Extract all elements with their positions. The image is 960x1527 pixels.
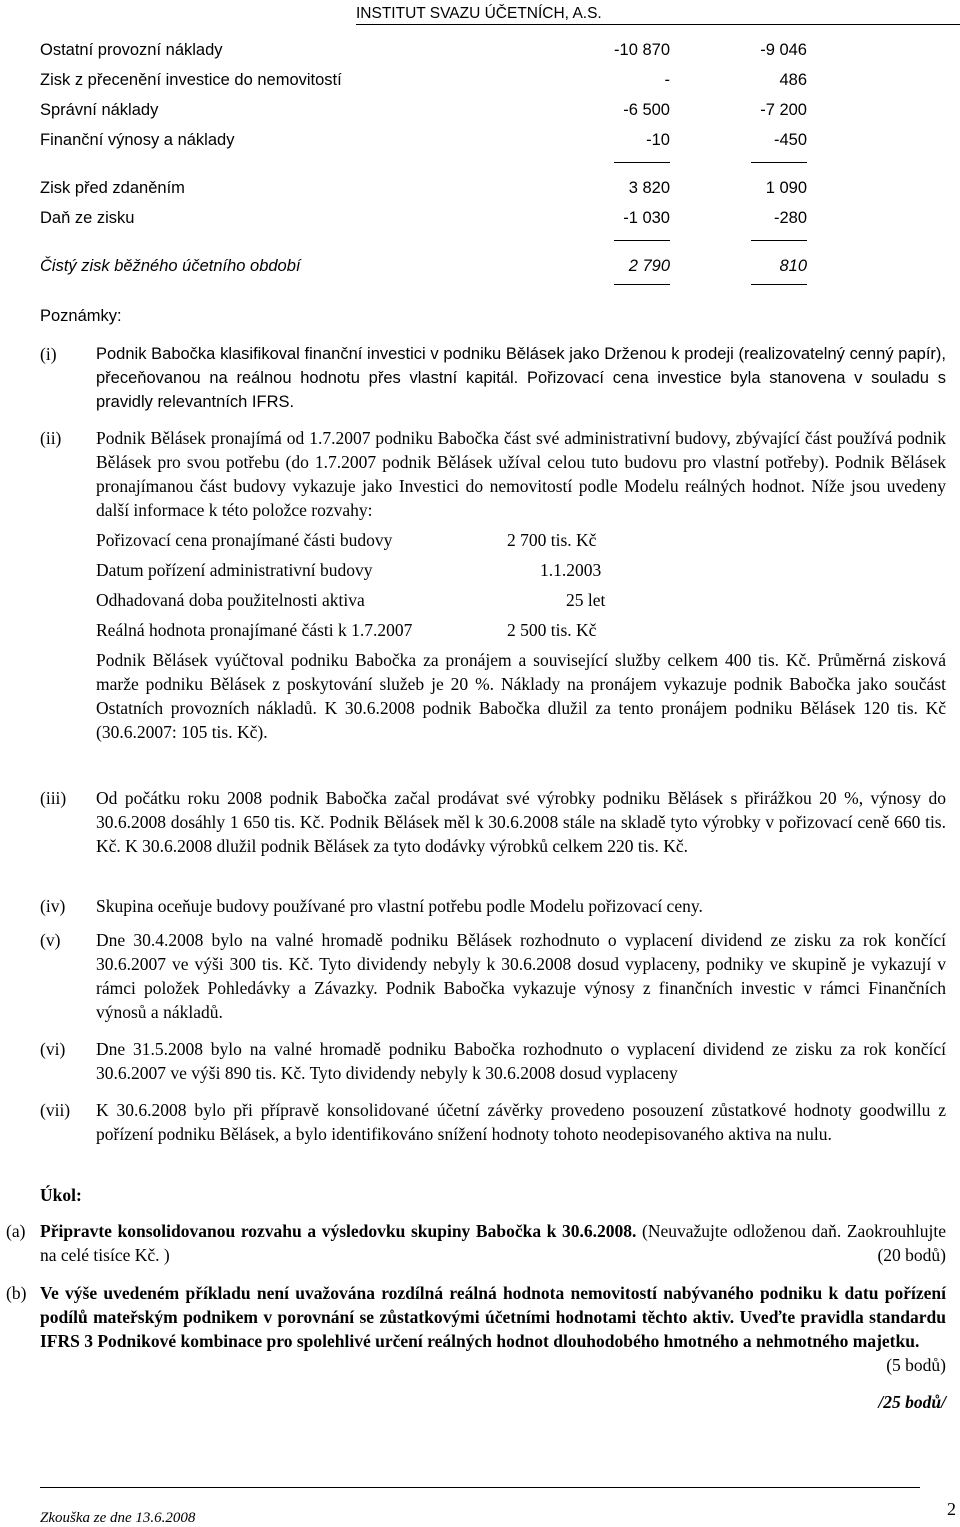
total-points: /25 bodů/ — [878, 1392, 946, 1412]
footer-rule — [40, 1487, 920, 1488]
table-row: Správní náklady -6 500 -7 200 — [40, 101, 807, 119]
task-b: (b) Ve výše uvedeném příkladu není uvažována rozdílná reálná hodnota nemovitostí nabývaného podniku k datu pořízení podílů mateřským podnikem v porovnání se zůstatkovými účetními hodnotami těchto aktiv. Uveďte pravidla standardu IFRS 3 Podnikové kombinace pro spolehlivé určení reálných hodnot dlouhodobého hmotného a nehmotného majetku. (5 bodů) — [6, 1283, 946, 1375]
total-rule — [40, 284, 820, 302]
list-item: Pořizovací cena pronajímané části budovy 2 700 tis. Kč — [96, 530, 597, 550]
rule-line — [751, 162, 807, 163]
note-vii: (vii) K 30.6.2008 bylo při přípravě konsolidované účetní závěrky provedeno posouzení zůstatkové hodnoty goodwillu z pořízení podniku Bělásek, a bylo identifikováno snížení hodnoty tohoto neodepisovaného aktiva na nulu. — [40, 1100, 946, 1144]
table-row: Daň ze zisku -1 030 -280 — [40, 209, 807, 227]
income-statement — [40, 38, 820, 302]
list-item: Datum pořízení administrativní budovy 1.1.2003 — [96, 560, 602, 580]
note-iii: (iii) Od počátku roku 2008 podnik Babočka začal prodávat své výrobky podniku Bělásek s přirážkou 20 %, výnosy do 30.6.2008 dosáhly 1 650 tis. Kč. Podnik Bělásek měl k 30.6.2008 stále na skladě tyto výrobky v pořizovací ceně 660 tis. Kč. K 30.6.2008 dlužil podnik Bělásek za tyto dodávky výrobků celkem 220 tis. Kč. — [40, 788, 946, 856]
table-row: Finanční výnosy a náklady -10 -450 — [40, 131, 807, 149]
subtotal-rule — [40, 158, 820, 176]
note-i: (i) Podnik Babočka klasifikoval finanční investici v podniku Bělásek jako Drženou k prodeji (realizovatelný cenný papír), přeceňovanou na reálnou hodnotu přes vlastní kapitál. Pořizovací cena investice byla stanovena v souladu s pravidly relevantních IFRS. — [40, 344, 946, 411]
list-item: Reálná hodnota pronajímané části k 1.7.2007 2 500 tis. Kč — [96, 620, 597, 640]
notes-title: Poznámky: — [40, 307, 122, 325]
table-row: Ostatní provozní náklady -10 870 -9 046 — [40, 41, 807, 59]
page-number: 2 — [947, 1499, 956, 1519]
note-ii: (ii) Podnik Bělásek pronajímá od 1.7.2007 podniku Babočka část své administrativní budovy, zbývající část používá podnik Bělásek pro svou potřebu (do 1.7.2007 podnik Bělásek užíval celou tuto budovu pro vlastní potřeby). Podnik Bělásek pronajímanou část budovy vykazuje jako Investici do nemovitostí podle Modelu reálných hodnot. Níže jsou uvedeny další informace k této položce rozvahy: Pořizovací cena pronajímané části budovy 2 700 tis. Kč Datum pořízení administrativní budovy 1.1.2003 Odhadovaná doba použitelnosti aktiva 25 let Reálná hodnota pronajímané části k 1.7.2007 2 500 tis. Kč Podnik Bělásek vyúčtoval podniku Babočka za pronájem a související služby celkem 400 tis. Kč. Průměrná zisková marže podniku Bělásek z poskytování služeb je 20 %. Náklady na pronájem vykazuje podnik Babočka jako součást Ostatních provozních nákladů. K 30.6.2008 podnik Babočka dlužil za tento pronájem podniku Bělásek 120 tis. Kč (30.6.2007: 105 tis. Kč). — [40, 428, 946, 742]
list-item: Odhadovaná doba použitelnosti aktiva 25 let — [96, 590, 606, 610]
note-vi: (vi) Dne 31.5.2008 bylo na valné hromadě podniku Babočka rozhodnuto o vyplacení dividend ze zisku za rok končící 30.6.2007 ve výši 890 tis. Kč. Tyto dividendy nebyly k 30.6.2008 dosud vyplaceny — [40, 1039, 946, 1083]
rule-line — [614, 162, 670, 163]
rule-line — [751, 240, 807, 241]
task-title: Úkol: — [40, 1185, 82, 1205]
rule-line — [751, 284, 807, 285]
note-iv: (iv) Skupina oceňuje budovy používané pro vlastní potřebu podle Modelu pořizovací ceny. — [40, 896, 703, 916]
table-row: Čistý zisk běžného účetního období 2 790 810 — [40, 257, 807, 275]
subtotal-rule — [40, 236, 820, 254]
page-header — [356, 4, 960, 25]
table-row: Zisk z přecenění investice do nemovitostí - 486 — [40, 71, 807, 89]
note-v: (v) Dne 30.4.2008 bylo na valné hromadě podniku Bělásek rozhodnuto o vyplacení dividend ze zisku za rok končící 30.6.2007 ve výši 300 tis. Kč. Tyto dividendy nebyly k 30.6.2008 dosud vyplaceny, podniky ve skupině je vykazují v rámci položek Pohledávky a Závazky. Podnik Babočka vykazuje výnosy z finančních investic v rámci Finančních výnosů a nákladů. — [40, 930, 946, 1022]
rule-line — [614, 284, 670, 285]
footer-exam-date: Zkouška ze dne 13.6.2008 — [40, 1510, 196, 1526]
header-org: INSTITUT SVAZU ÚČETNÍCH, A.S. — [356, 5, 602, 22]
task-a: (a) Připravte konsolidovanou rozvahu a výsledovku skupiny Babočka k 30.6.2008. (Neuvažujte odloženou daň. Zaokrouhlujte na celé tisíce Kč. ) (20 bodů) — [6, 1221, 946, 1265]
rule-line — [614, 240, 670, 241]
table-row: Zisk před zdaněním 3 820 1 090 — [40, 179, 807, 197]
